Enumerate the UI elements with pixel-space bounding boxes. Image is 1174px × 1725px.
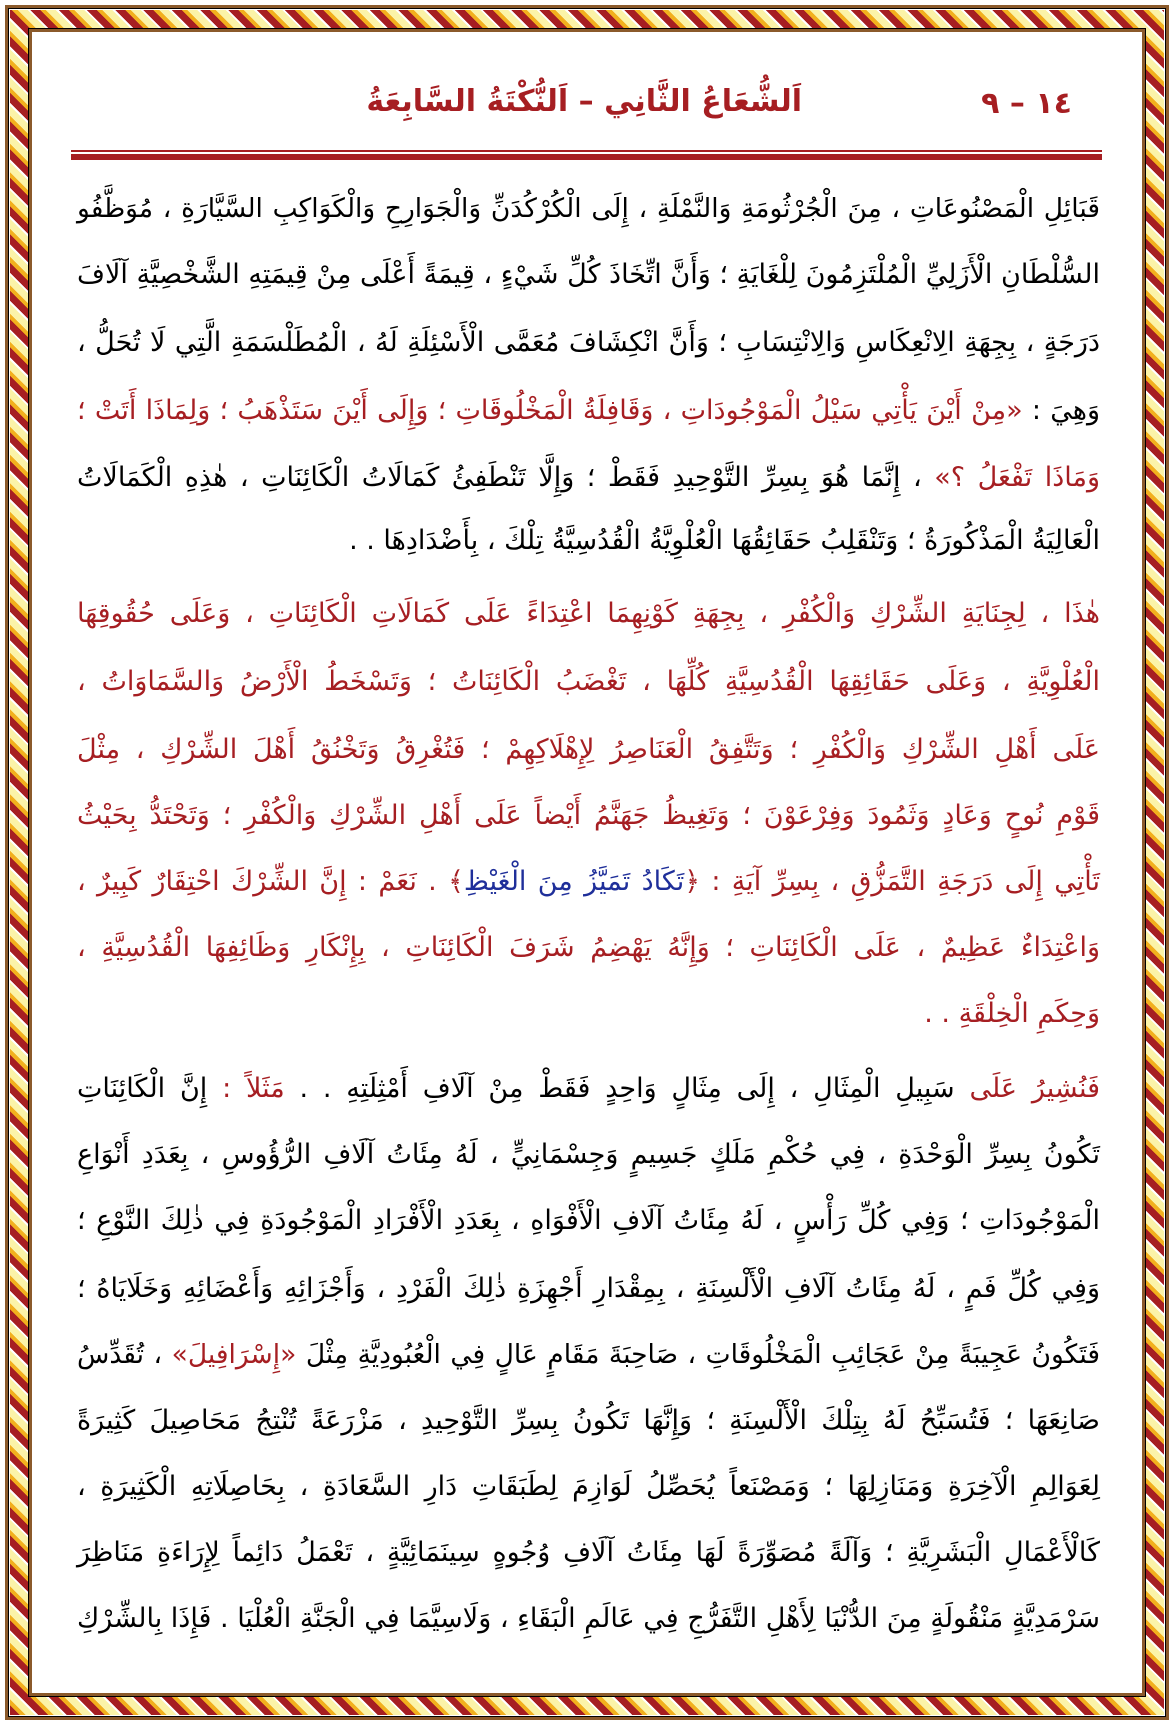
text-segment: السُّلْطَانِ الْأَزَلِيِّ الْمُلْتَزِمُونَ لِلْغَايَةِ ؛ وَأَنَّ اتِّخَاذَ كُلِّ شَيْءٍ ، قِيمَةً أَعْلَى مِنْ قِيمَتِهِ الشَّخْصِيَّةِ آلَافَ [77,259,1100,290]
text-segment: إِنَّ الْكَائِنَاتِ [77,1073,223,1104]
text-line [77,857,1100,907]
text-segment: تَكُونُ بِسِرِّ الْوَحْدَةِ ، فِي حُكْمِ مَلَكٍ جَسِيمٍ وَجِسْمَانِيٍّ ، لَهُ مِئَاتُ آلَافِ الرُّؤُوسِ ، بِعَدَدِ أَنْوَاعِ [77,1139,1100,1170]
text-line [77,1196,1100,1246]
text-line [77,989,1100,1039]
text-line [77,923,1100,973]
text-line [77,1130,1100,1180]
header-rule-thick [71,154,1102,160]
text-segment: الْعَالِيَةُ الْمَذْكُورَةُ ؛ وَتَنْقَلِبُ حَقَائِقُهَا الْعُلْوِيَّةُ الْقُدُسِيَّةُ تِلْكَ ، بِأَضْدَادِهَا . . [349,525,1100,556]
highlighted-text: قَوْمِ نُوحٍ وَعَادٍ وَثَمُودَ وَفِرْعَوْنَ ؛ وَتَغِيظُ جَهَنَّمُ أَيْضاً عَلَى أَهْلِ الشِّرْكِ وَالْكُفْرِ ؛ وَتَحْتَدُّ بِحَيْثُ [77,800,1100,831]
highlighted-text: وَحِكَمِ الْخِلْقَةِ . . [924,998,1100,1029]
page-header [71,80,1102,140]
page-reference: ١٤ – ٩ [981,86,1072,121]
text-segment: سَبِيلِ الْمِثَالِ ، إِلَى مِثَالٍ وَاحِدٍ فَقَطْ مِنْ آلَافِ أَمْثِلَتِهِ . . [284,1073,970,1104]
highlighted-text: وَمَاذَا تَفْعَلُ ؟» [934,462,1100,493]
text-line [77,318,1100,368]
text-segment: لِعَوَالِمِ الْآخِرَةِ وَمَنَازِلِهَا ؛ وَمَصْنَعاً يُحَصِّلُ لَوَازِمَ لِطَبَقَاتِ دَارِ السَّعَادَةِ ، بِحَاصِلَاتِهِ الْكَثِيرَةِ ، [77,1471,1100,1502]
text-line [77,725,1100,775]
highlighted-text: «إِسْرَافِيلَ» [171,1339,297,1370]
text-line [77,386,1100,436]
text-line [77,453,1100,503]
text-line [77,1396,1100,1446]
chapter-title: اَلشُّعَاعُ الثَّانِي – اَلنُّكْتَةُ السَّابِعَةُ [366,84,802,119]
text-segment: قَبَائِلِ الْمَصْنُوعَاتِ ، مِنَ الْجُرْثُومَةِ وَالنَّمْلَةِ ، إِلَى الْكُرْكُدَنِّ وَالْجَوَارِحِ وَالْكَوَاكِبِ السَّيَّارَةِ ، مُوَظَّفُو [77,193,1100,224]
highlighted-text: وَاعْتِدَاءٌ عَظِيمٌ ، عَلَى الْكَائِنَاتِ ؛ وَإِنَّهُ يَهْضِمُ شَرَفَ الْكَائِنَاتِ ، بِإِنْكَارِ وَظَائِفِهَا الْقُدُسِيَّةِ ، [77,932,1100,963]
quran-quote: تَكَادُ تَمَيَّزُ مِنَ الْغَيْظِ [463,866,685,897]
text-line [77,1462,1100,1512]
text-segment: وَفِي كُلِّ فَمٍ ، لَهُ مِئَاتُ آلَافِ الْأَلْسِنَةِ ، بِمِقْدَارِ أَجْهِزَةِ ذٰلِكَ الْفَرْدِ ، وَأَجْزَائِهِ وَأَعْضَائِهِ وَخَلَايَاهُ ؛ [77,1273,1100,1304]
text-line [77,791,1100,841]
text-line [77,1528,1100,1578]
text-line [77,1064,1100,1114]
text-segment: كَالْأَعْمَالِ الْبَشَرِيَّةِ ؛ وَآلَةً مُصَوِّرَةً لَهَا مِئَاتُ آلَافِ وُجُوهٍ سِينَمَائِيَّةٍ ، تَعْمَلُ دَائِماً لِإِرَاءَةِ مَنَاظِرَ [77,1537,1100,1568]
highlighted-text: الْعُلْوِيَّةِ ، وَعَلَى حَقَائِقِهَا الْقُدُسِيَّةِ كُلِّهَا ، تَغْضَبُ الْكَائِنَاتُ ؛ وَتَسْخَطُ الْأَرْضُ وَالسَّمَاوَاتُ ، [77,666,1100,697]
text-line [77,516,1100,566]
text-segment: ، إِنَّمَا هُوَ بِسِرِّ التَّوْحِيدِ فَقَطْ ؛ وَإِلَّا تَنْطَفِئُ كَمَالَاتُ الْكَائِنَاتِ ، هٰذِهِ الْكَمَالَاتُ [77,462,935,493]
highlighted-text: مَثَلاً : [222,1073,285,1104]
text-line [77,250,1100,300]
highlighted-text: تَأْتِي إِلَى دَرَجَةِ التَّمَزُّقِ ، بِسِرِّ آيَةِ : ﴿ [684,866,1100,897]
text-segment: سَرْمَدِيَّةٍ مَنْقُولَةٍ مِنَ الدُّنْيَا لِأَهْلِ التَّفَرُّجِ فِي عَالَمِ الْبَقَاءِ ، وَلَاسِيَّمَا فِي الْجَنَّةِ الْعُلْيَا . فَإِذَا بِالشِّرْكِ [77,1603,1100,1634]
text-line [77,1594,1100,1644]
highlighted-text: هٰذَا ، لِجِنَايَةِ الشِّرْكِ وَالْكُفْرِ ، بِجِهَةِ كَوْنِهِمَا اعْتِدَاءً عَلَى كَمَالَاتِ الْكَائِنَاتِ ، وَعَلَى حُقُوقِهَا [77,598,1100,629]
highlighted-text: «مِنْ أَيْنَ يَأْتِي سَيْلُ الْمَوْجُودَاتِ ، وَقَافِلَةُ الْمَخْلُوقَاتِ ؛ وَإِلَى أَيْنَ سَتَذْهَبُ ؛ وَلِمَاذَا أَتَتْ ؛ [77,395,1023,426]
text-line [77,1330,1100,1380]
text-line [77,184,1100,234]
text-segment: ، تُقَدِّسُ [77,1339,172,1370]
highlighted-text: عَلَى أَهْلِ الشِّرْكِ وَالْكُفْرِ ؛ وَتَتَّفِقُ الْعَنَاصِرُ لِإِهْلَاكِهِمْ ؛ فَتُغْرِقُ وَتَخْنُقُ أَهْلَ الشِّرْكِ ، مِثْلَ [77,734,1100,765]
text-segment: فَتَكُونُ عَجِيبَةً مِنْ عَجَائِبِ الْمَخْلُوقَاتِ ، صَاحِبَةَ مَقَامٍ عَالٍ فِي الْعُبُودِيَّةِ مِثْلَ [296,1339,1100,1370]
highlighted-text: فَنُشِيرُ عَلَى [969,1073,1101,1104]
highlighted-text: ﴾ . نَعَمْ : إِنَّ الشِّرْكَ احْتِقَارٌ كَبِيرٌ ، [77,866,464,897]
text-line [77,1264,1100,1314]
text-segment: صَانِعَهَا ؛ فَتُسَبِّحُ لَهُ بِتِلْكَ الْأَلْسِنَةِ ؛ وَإِنَّهَا تَكُونُ بِسِرِّ التَّوْحِيدِ ، مَزْرَعَةً تُنْتِجُ مَحَاصِيلَ كَثِيرَةً [77,1405,1100,1436]
text-line [77,589,1100,639]
text-segment: الْمَوْجُودَاتِ ؛ وَفِي كُلِّ رَأْسٍ ، لَهُ مِئَاتُ آلَافِ الْأَفْوَاهِ ، بِعَدَدِ الْأَفْرَادِ الْمَوْجُودَةِ فِي ذٰلِكَ النَّوْعِ ؛ [77,1205,1100,1236]
text-line [77,657,1100,707]
text-segment: دَرَجَةٍ ، بِجِهَةِ الِانْعِكَاسِ وَالِانْتِسَابِ ؛ وَأَنَّ انْكِشَافَ مُعَمَّى الْأَسْئِلَةِ لَهُ ، الْمُطَلْسَمَةِ الَّتِي لَا تُحَلُّ ، [77,327,1100,358]
text-segment: وَهِيَ : [1022,395,1100,426]
header-rule-thin [71,150,1102,152]
